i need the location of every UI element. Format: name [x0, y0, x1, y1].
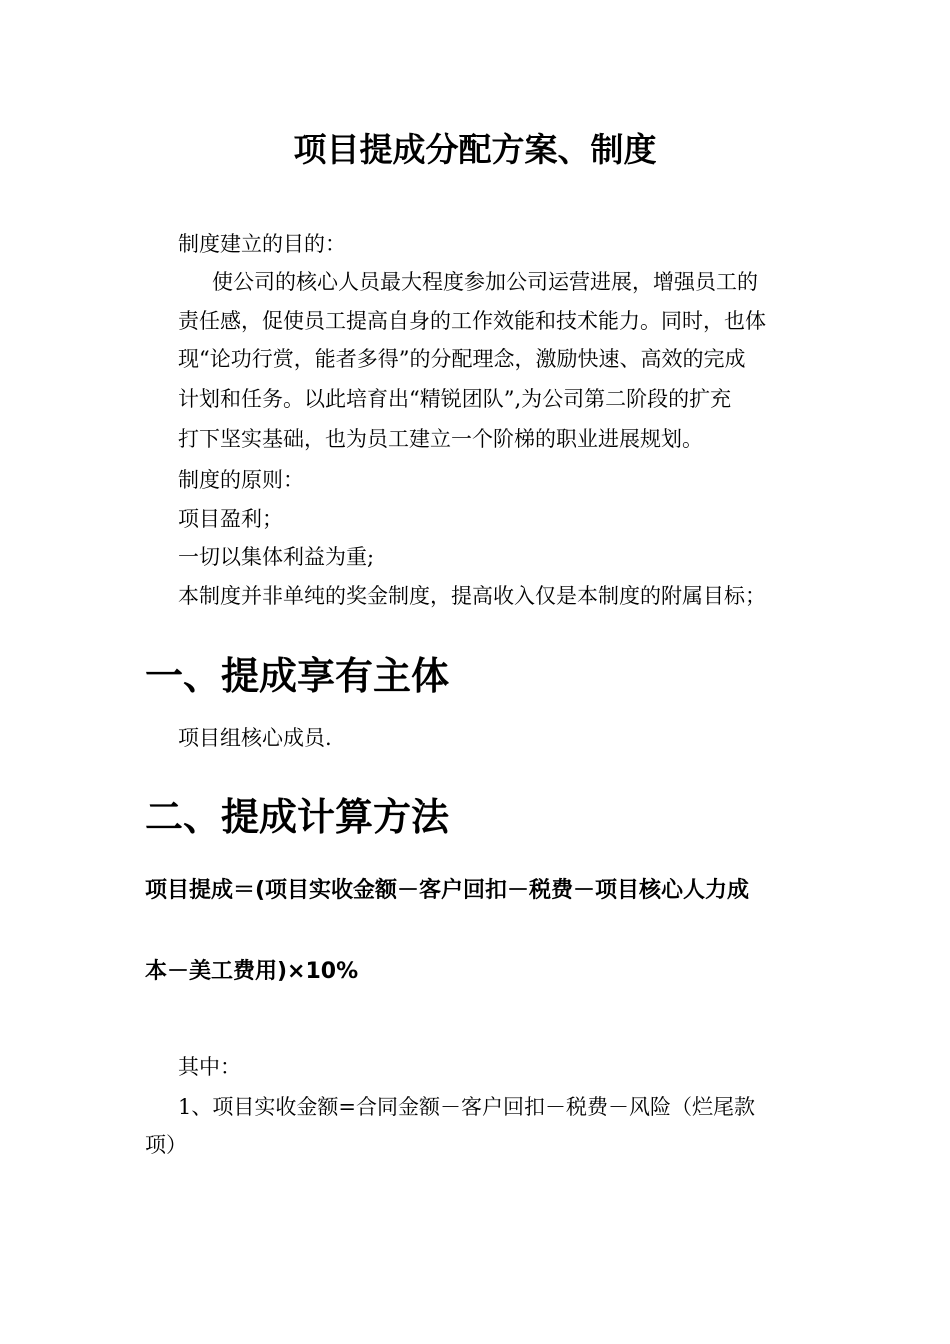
formula-line: 项目提成＝(项目实收金额－客户回扣－税费－项目核心人力成 [145, 878, 750, 903]
purpose-label: 制度建立的目的： [178, 232, 346, 256]
purpose-line: 现“论功行赏，能者多得”的分配理念，激励快速、高效的完成 [178, 347, 746, 371]
principle-item: 项目盈利； [178, 507, 283, 531]
section2-heading: 二、提成计算方法 [145, 795, 450, 839]
principle-item: 本制度并非单纯的奖金制度，提高收入仅是本制度的附属目标； [178, 584, 766, 608]
item1-line: 项） [145, 1133, 187, 1157]
section1-heading: 一、提成享有主体 [145, 654, 450, 698]
formula-line: 本－美工费用)×10% [145, 959, 359, 984]
principle-label: 制度的原则： [178, 468, 304, 492]
item1-line: 1、项目实收金额=合同金额－客户回扣－税费－风险（烂尾款 [178, 1095, 755, 1119]
where-label: 其中： [178, 1055, 241, 1079]
principle-item: 一切以集体利益为重; [178, 545, 375, 569]
document-title: 项目提成分配方案、制度 [293, 130, 657, 169]
purpose-line: 打下坚实基础，也为员工建立一个阶梯的职业进展规划。 [178, 427, 703, 451]
purpose-line: 计划和任务。以此培育出“精锐团队”,为公司第二阶段的扩充 [178, 387, 732, 411]
section1-body: 项目组核心成员. [178, 726, 332, 750]
purpose-line: 使公司的核心人员最大程度参加公司运营进展，增强员工的 [212, 270, 758, 294]
purpose-line: 责任感，促使员工提高自身的工作效能和技术能力。同时，也体 [178, 309, 766, 333]
